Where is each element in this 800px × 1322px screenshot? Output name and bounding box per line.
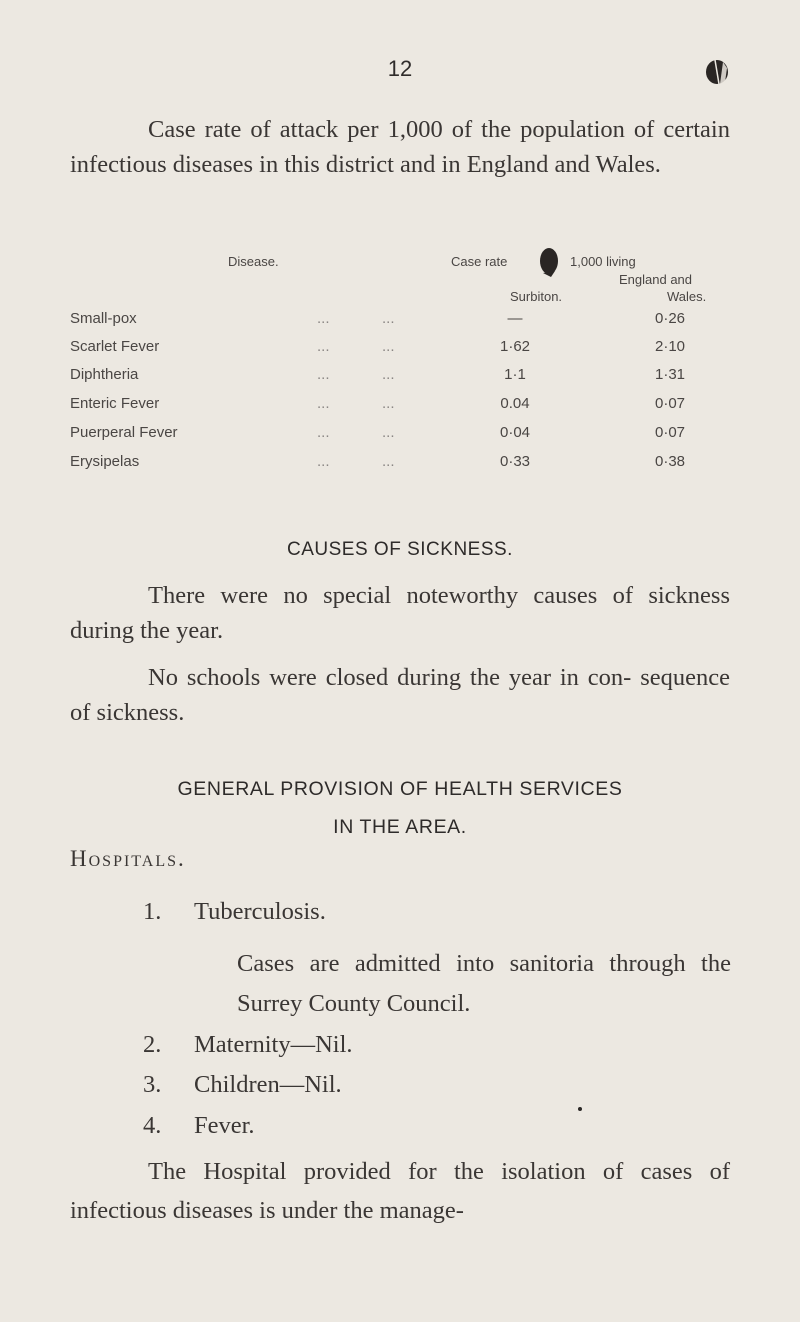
list-item-text: Maternity—Nil. [194, 1031, 353, 1058]
row-leader: ... [382, 366, 395, 383]
row-leader: ... [382, 395, 395, 412]
intro-paragraph: Case rate of attack per 1,000 of the population of certain infectious diseases in this district and in England and Wales. [70, 116, 730, 178]
list-item [143, 1071, 342, 1099]
table-row [70, 453, 730, 477]
row-leader: ... [317, 310, 330, 327]
list-item [143, 1112, 255, 1140]
row-leader: ... [382, 453, 395, 470]
page-number: 12 [387, 56, 413, 81]
row-surbiton: 1·1 [504, 366, 526, 383]
table-row [70, 338, 730, 362]
row-leader: ... [382, 338, 395, 355]
list-item-number: 1. [143, 898, 162, 925]
row-england-wales: 1·31 [654, 366, 686, 383]
row-leader: ... [382, 310, 395, 327]
list-item-text: Tuberculosis. [194, 898, 326, 925]
table-row [70, 395, 730, 419]
ink-blot-mark [537, 247, 563, 277]
row-disease: Puerperal Fever [70, 424, 178, 441]
general-heading-line-1: GENERAL PROVISION OF HEALTH SERVICES [177, 778, 623, 800]
row-england-wales: 0·07 [654, 424, 686, 441]
row-disease: Enteric Fever [70, 395, 160, 412]
list-item-text: Children—Nil. [194, 1071, 342, 1098]
hospitals-label: Hospitals. [70, 846, 186, 871]
row-disease: Erysipelas [70, 453, 140, 470]
row-surbiton: 1·62 [499, 338, 531, 355]
header-per-living: 1,000 living [570, 254, 636, 269]
row-england-wales: 0·38 [654, 453, 686, 470]
list-item [143, 1031, 353, 1059]
header-england-wales-top: England and [619, 272, 693, 287]
list-item-number: 3. [143, 1071, 162, 1098]
table-row [70, 310, 730, 334]
tuberculosis-detail: Cases are admitted into sanitoria through the Surrey County Council. [237, 950, 731, 1017]
list-item-number: 2. [143, 1031, 162, 1058]
row-surbiton: 0·04 [499, 424, 531, 441]
final-paragraph: The Hospital provided for the isolation of cases of infectious diseases is under the manage- [70, 1158, 730, 1224]
row-disease: Scarlet Fever [70, 338, 160, 355]
row-england-wales: 2·10 [654, 338, 686, 355]
row-leader: ... [317, 338, 330, 355]
ink-speck [578, 1107, 582, 1111]
general-heading-line-2: IN THE AREA. [333, 816, 467, 838]
row-leader: ... [317, 366, 330, 383]
causes-paragraph-2: No schools were closed during the year in con- sequence of sickness. [70, 664, 730, 726]
row-leader: ... [382, 424, 395, 441]
header-england-wales-bottom: Wales. [667, 289, 707, 304]
table-row [70, 424, 730, 448]
row-disease: Diphtheria [70, 366, 139, 383]
list-item [143, 898, 326, 926]
list-item-text: Fever. [194, 1112, 255, 1139]
row-leader: ... [317, 453, 330, 470]
row-england-wales: 0·26 [654, 310, 686, 327]
row-disease: Small-pox [70, 310, 137, 327]
list-item-number: 4. [143, 1112, 162, 1139]
row-surbiton: 0·33 [499, 453, 531, 470]
causes-paragraph-1: There were no special noteworthy causes of sickness during the year. [70, 582, 730, 644]
causes-heading: CAUSES OF SICKNESS. [287, 539, 513, 560]
header-disease: Disease. [228, 254, 279, 269]
header-case-rate: Case rate [451, 254, 508, 269]
row-surbiton: 0.04 [500, 395, 530, 412]
row-england-wales: 0·07 [654, 395, 686, 412]
table-row [70, 366, 730, 390]
row-leader: ... [317, 424, 330, 441]
header-surbiton: Surbiton. [510, 289, 563, 304]
row-surbiton: — [507, 310, 523, 327]
row-leader: ... [317, 395, 330, 412]
ink-blot-mark [703, 58, 729, 86]
